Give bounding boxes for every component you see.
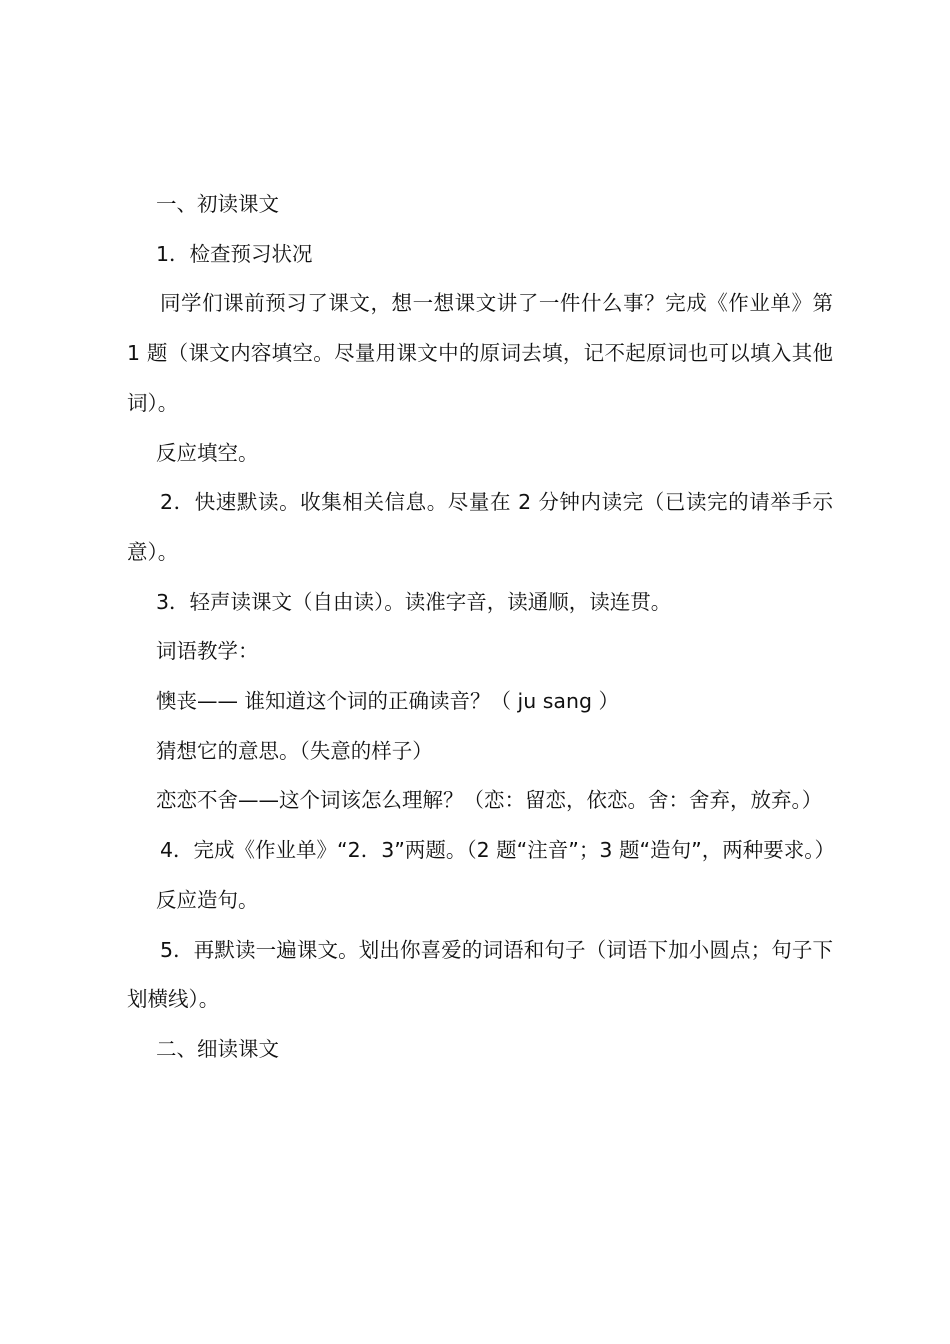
paragraph-preview-check: 同学们课前预习了课文，想一想课文讲了一件什么事？完成《作业单》第 1 题（课文内容填空。尽量用课文中的原词去填，记不起原词也可以填入其他词）。: [127, 291, 833, 415]
vocabulary-heading: 词语教学：: [156, 639, 259, 664]
vocabulary-meaning-guess: 猜想它的意思。（失意的样子）: [156, 738, 433, 763]
paragraph-feedback-sentence: 反应造句。: [156, 887, 259, 912]
section-heading-detailed-reading: 二、细读课文: [156, 1036, 279, 1061]
step-4-paragraph: 4．完成《作业单》“2．3”两题。（2 题“注音”；3 题“造句”，两种要求。）: [160, 838, 835, 863]
step-1-heading: 1．检查预习状况: [156, 241, 313, 266]
section-heading-first-reading: 一、初读课文: [156, 192, 279, 216]
step-3-paragraph: 3．轻声读课文（自由读）。读准字音，读通顺，读连贯。: [156, 589, 672, 614]
vocabulary-item-aosang: 懊丧—— 谁知道这个词的正确读音？（ ju sang ）: [156, 689, 620, 714]
paragraph-feedback-fill: 反应填空。: [156, 440, 259, 465]
document-page: [127, 180, 833, 1075]
vocabulary-item-lianlianbushe: 恋恋不舍——这个词该怎么理解？（恋：留恋，依恋。舍：舍弃，放弃。）: [156, 788, 823, 813]
step-5-paragraph: 5．再默读一遍课文。划出你喜爱的词语和句子（词语下加小圆点；句子下划横线）。: [127, 937, 833, 1012]
step-2-paragraph: 2．快速默读。收集相关信息。尽量在 2 分钟内读完（已读完的请举手示意）。: [127, 490, 833, 564]
